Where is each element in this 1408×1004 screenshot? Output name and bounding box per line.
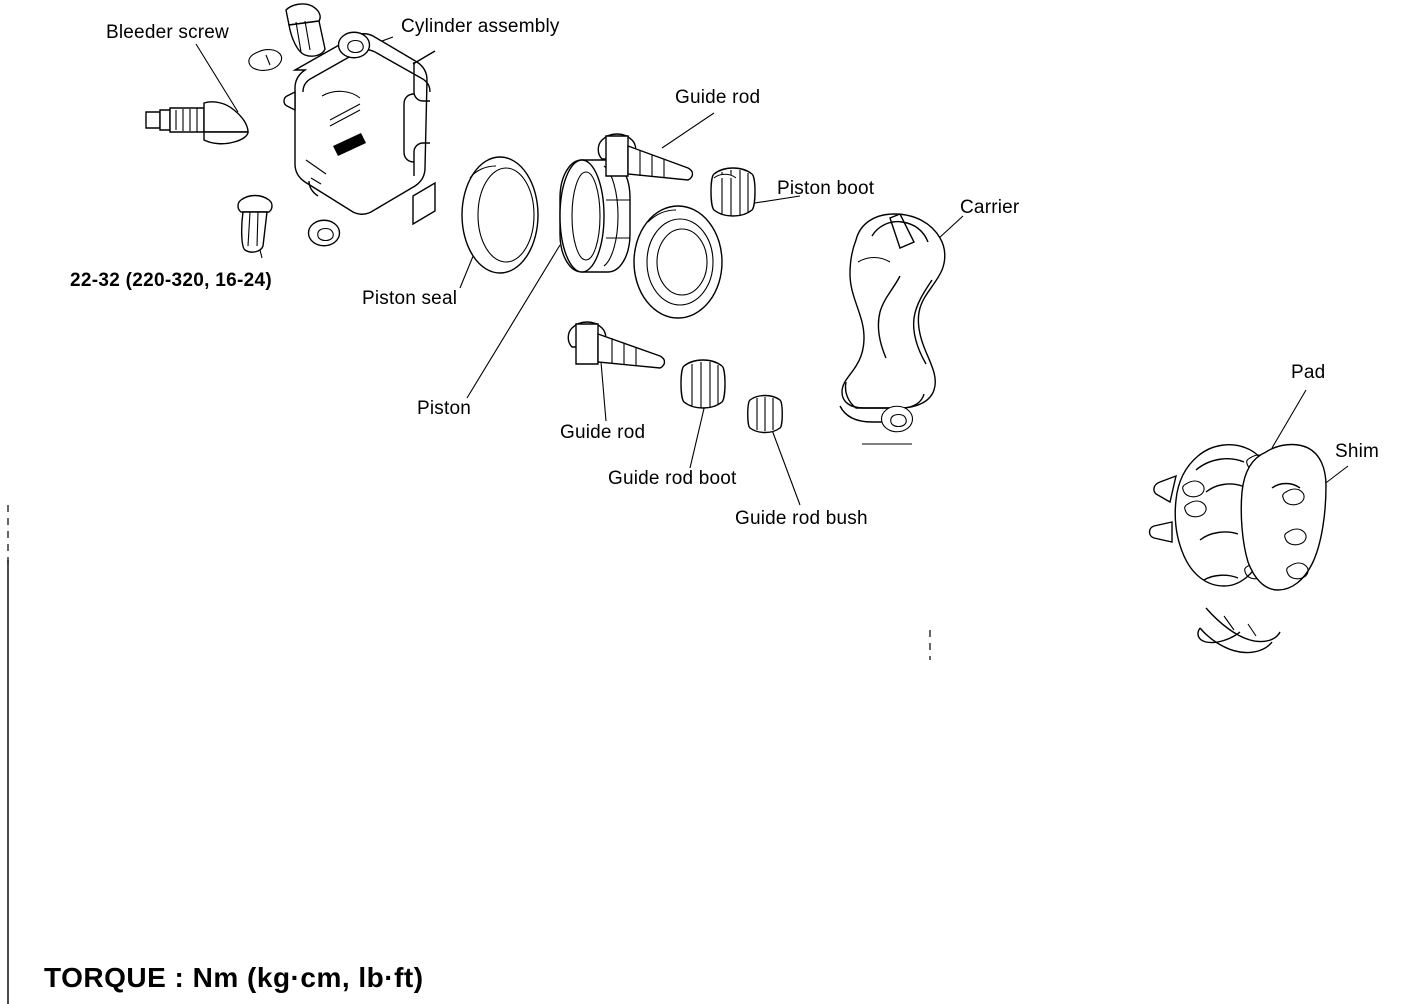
- caliper-bolt-lower-left: [238, 196, 272, 253]
- label-piston: Piston: [417, 398, 472, 419]
- label-piston-seal: Piston seal: [362, 288, 458, 309]
- label-guide-rod-boot: Guide rod boot: [608, 468, 737, 489]
- torque-value: 22-32 (220-320, 16-24): [70, 270, 273, 291]
- guide-rod-lower-part: [568, 322, 664, 368]
- label-pad: Pad: [1291, 362, 1326, 383]
- label-shim: Shim: [1335, 441, 1380, 462]
- carrier-part: [840, 214, 945, 444]
- label-carrier: Carrier: [960, 197, 1020, 218]
- label-guide-rod-upper: Guide rod: [675, 87, 761, 108]
- pad-shim-assembly: [1150, 445, 1327, 653]
- guide-rod-bush-part: [748, 396, 783, 433]
- bleeder-cap: [249, 50, 282, 71]
- cylinder-bolt-top: [286, 4, 325, 56]
- guide-rod-upper-part: [598, 134, 692, 180]
- torque-unit-note: TORQUE : Nm (kg·cm, lb·ft): [44, 962, 424, 993]
- piston-boot-part: [634, 206, 722, 318]
- label-cylinder-assembly: Cylinder assembly: [401, 16, 560, 37]
- guide-rod-boot-lower-part: [681, 360, 725, 408]
- cylinder-assembly-part: [284, 32, 435, 246]
- piston-part: [560, 160, 630, 272]
- label-bleeder-screw: Bleeder screw: [106, 22, 229, 43]
- label-guide-rod-bush: Guide rod bush: [735, 508, 868, 529]
- leader-lines: [8, 37, 1348, 1004]
- guide-rod-boot-upper-part: [711, 168, 755, 216]
- piston-seal-part: [462, 157, 538, 273]
- label-piston-boot: Piston boot: [777, 178, 875, 199]
- label-guide-rod-lower: Guide rod: [560, 422, 646, 443]
- bleeder-screw-part: [146, 102, 248, 144]
